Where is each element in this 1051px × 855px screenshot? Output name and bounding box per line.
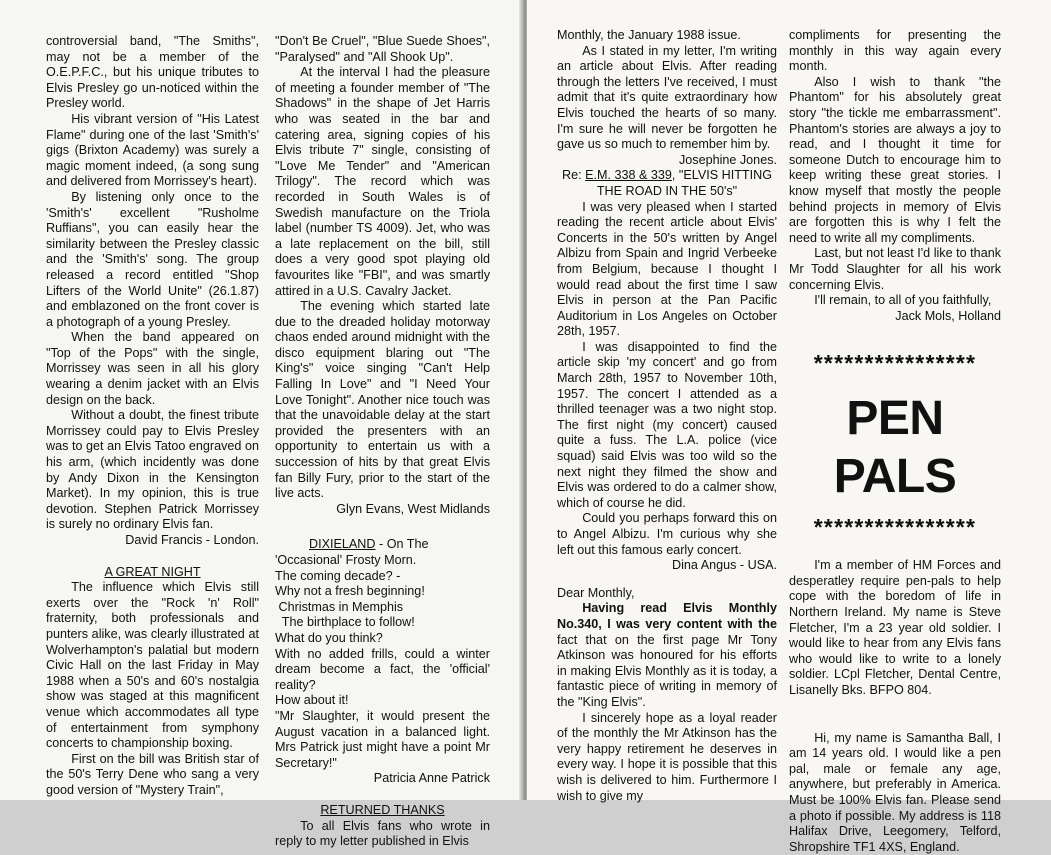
paragraph: Hi, my name is Samantha Ball, I am 14 years old. I would like a pen pal, male or female any age, anywhere, but preferably in America. Must be 100% Elvis fan. Please send a photo if possible. My address is 118 Halifax Drive, Leegomery, Telford, Shropshire TF1 4XS, England. [789, 730, 1001, 854]
paragraph: Also I wish to thank "the Phantom" for his absolutely great story "the tickle me embarrassment". Phantom's stories are always a joy to read, and I thought it time for someone Dutch to encourage him to keep writing these great stories. I know myself that mostly the people behind projects in memory of Elvis are forgotten this is why I felt the need to write all my compliments. [789, 74, 1001, 245]
dixieland-title: DIXIELAND [309, 537, 376, 552]
paragraph: "Don't Be Cruel", "Blue Suede Shoes", "Paralysed" and "All Shook Up". [275, 34, 490, 64]
paragraph: The influence which Elvis still exerts over the "Rock 'n' Roll" fraternity, both professionals and punters alike, was clearly illustrated at Wolverhampton's palatial but modern Civic Hall on the last Friday in May 1988 when a 50's and 60's nostalgia show was staged at this magnificent venue which accommodates all type of entertainment from symphony concerts to championship boxing. [46, 580, 259, 751]
right-page [527, 0, 1051, 854]
poem-line: How about it! [275, 693, 349, 708]
poem-line: Why not a fresh beginning! [275, 584, 425, 599]
bold-text: Having read Elvis Monthly No.340, I was very content with the [557, 601, 777, 631]
poem-line: The birthplace to follow! [275, 615, 415, 630]
section-heading: A GREAT NIGHT [104, 564, 201, 579]
paragraph: First on the bill was British star of the 50's Terry Dene who sang a very good version of "Mystery Train", [46, 751, 259, 797]
column-1 [46, 34, 259, 799]
paragraph: compliments for presenting the monthly in this way again every month. [789, 28, 1001, 74]
paragraph: Last, but not least I'd like to thank Mr Todd Slaughter for all his work concerning Elvis. [789, 246, 1001, 292]
paragraph: Could you perhaps forward this on to Angel Albizu. I'm curious why she left out this famous early concert. [557, 511, 777, 557]
poem-line: "Mr Slaughter, it would present the August vacation in a balanced light. Mrs Patrick just might have a point Mr Secretary!" [275, 708, 490, 770]
paragraph: I'll remain, to all of you faithfully, [814, 293, 992, 308]
signature: Patricia Anne Patrick [373, 771, 490, 786]
column-2 [275, 34, 490, 850]
re-title: , "ELVIS HITTING THE ROAD IN THE 50's" [596, 168, 773, 198]
asterisk-divider: **************** [813, 350, 977, 377]
dixieland-intro: - On The [375, 537, 429, 552]
paragraph: I was disappointed to find the article skip 'my concert' and go from March 28th, 1957 to November 10th, 1957. The concert I attended as a thrilled teenager was a two night stop. The first night (my concert) caused quite a fuss. The L.A. police (vice squad) said Elvis was too wild so the next night they filmed the show and Elvis was ordered to do a calmer show, which of course he did. [557, 339, 777, 510]
pen-pals-heading: PEN PALS [833, 392, 957, 504]
paragraph: The evening which started late due to the dreaded holiday motorway chaos ended around midnight with the disco equipment blaring out "The King's" voice singing "Can't Help Falling In Love" and "I Need Your Love Tonight". Another nice touch was that the unavoidable delay at the start provided the presenters with an opportunity to entertain us with a succession of hits by that great Elvis fan Billy Fury, prior to the start of the live acts. [275, 299, 490, 501]
column-4 [789, 28, 1001, 855]
re-prefix: Re: [561, 168, 586, 183]
poem-line: With no added frills, could a winter dream become a fact, the 'official' reality? [275, 646, 490, 692]
re-heading [557, 168, 777, 199]
paragraph: I'm a member of HM Forces and desperatley require pen-pals to help cope with the boredom of life in Northern Ireland. My name is Steve Fletcher, I'm a 23 year old soldier. I would like to hear from any Elvis fans who would like to write to a lonely soldier. LCpl Fletcher, Dental Centre, Lisanelly Bks. BFPO 804. [789, 558, 1001, 698]
paragraph: I was very pleased when I started reading the recent article about Elvis' Concerts in the 50's written by Angel Albizu from Spain and Ingrid Verbeeke from Belgium, because I thought I would read about the first time I saw Elvis in person at the Pan Pacific Auditorium in Los Angeles on October 28th, 1957. [557, 199, 777, 339]
paragraph: controversial band, "The Smiths", may not be a member of the O.E.P.F.C., but his unique tributes to Elvis Presley go un-noticed within the Presley world. [46, 34, 259, 111]
paragraph: At the interval I had the pleasure of meeting a founder member of "The Shadows" in the shape of Jet Harris who was seated in the bar and catering area, signing copies of his Elvis tribute 7" single, consisting of "Love Me Tender" and "American Trilogy". The record which was recorded in South Wales is of Swedish manufacture on the Triola label (number TS 4009). Jet, who was a late replacement on the bill, still does a very good spot playing old favourites like "FBI", and was smartly attired in a U.S. Cavalry Jacket. [275, 65, 490, 298]
salutation: Dear Monthly, [557, 585, 635, 600]
paragraph: Monthly, the January 1988 issue. [557, 28, 741, 42]
paragraph [557, 601, 777, 710]
paragraph: I sincerely hope as a loyal reader of the monthly the Mr Atkinson has the very happy retirement he deserves in every way. I hope it is possible that this wish is delivered to him. Furthermore I wish to give my [557, 710, 777, 803]
signature: Dina Angus - USA. [672, 558, 777, 573]
paragraph: As I stated in my letter, I'm writing an article about Elvis. After reading through the letters I've received, I must admit that it's quite extraordinary how Elvis touched the hearts of so many. I'm sure he will never be forgotten he gave us so much to remember him by. [557, 43, 777, 152]
paragraph: By listening only once to the 'Smith's' excellent "Rusholme Ruffians", you can easily hear the similarity between the Presley classic and the 'Smith's' song. The group released a record entitled "Shop Lifters of the World Unite" (26.1.87) and emblazoned on the front cover is a photograph of a young Presley. [46, 189, 259, 329]
poem-line: The coming decade? - [275, 568, 401, 583]
dixieland-heading-line [275, 537, 490, 553]
signature: Jack Mols, Holland [895, 308, 1001, 323]
signature: David Francis - London. [125, 533, 259, 547]
column-3 [557, 28, 777, 804]
poem-line: Christmas in Memphis [275, 599, 404, 614]
paragraph: When the band appeared on "Top of the Pops" with the single, Morrissey was seen in all his glory wearing a denim jacket with an Elvis design on the back. [46, 330, 259, 407]
paragraph-continued: fact that on the first page Mr Tony Atkinson was honoured for his efforts in making Elvis Monthly as it is today, a fantastic piece of writing in memory of the "King Elvis". [557, 632, 777, 709]
paragraph: To all Elvis fans who wrote in reply to my letter published in Elvis [275, 818, 490, 849]
poem-line: What do you think? [275, 630, 383, 645]
left-page [0, 0, 523, 849]
signature: Josephine Jones. [678, 152, 777, 167]
poem [275, 553, 490, 647]
re-reference: E.M. 338 & 339 [585, 168, 672, 183]
poem-line: 'Occasional' Frosty Morn. [275, 553, 417, 567]
section-heading: RETURNED THANKS [320, 802, 445, 817]
paragraph: Without a doubt, the finest tribute Morrissey could pay to Elvis Presley was to get an Elvis Tatoo engraved on his arm, (which incidently was done by Andy Dixon in the Kensington Market). In my opinion, this is true devotion. Stephen Patrick Morrissey is surely no ordinary Elvis fan. [46, 408, 259, 532]
signature: Glyn Evans, West Midlands [336, 501, 490, 516]
paragraph: His vibrant version of "His Latest Flame" during one of the last 'Smith's' gigs (Brixton Academy) was surely a magic moment indeed, (a song sung and delivered from Morrissey's heart). [46, 111, 259, 189]
asterisk-divider: **************** [813, 514, 977, 541]
